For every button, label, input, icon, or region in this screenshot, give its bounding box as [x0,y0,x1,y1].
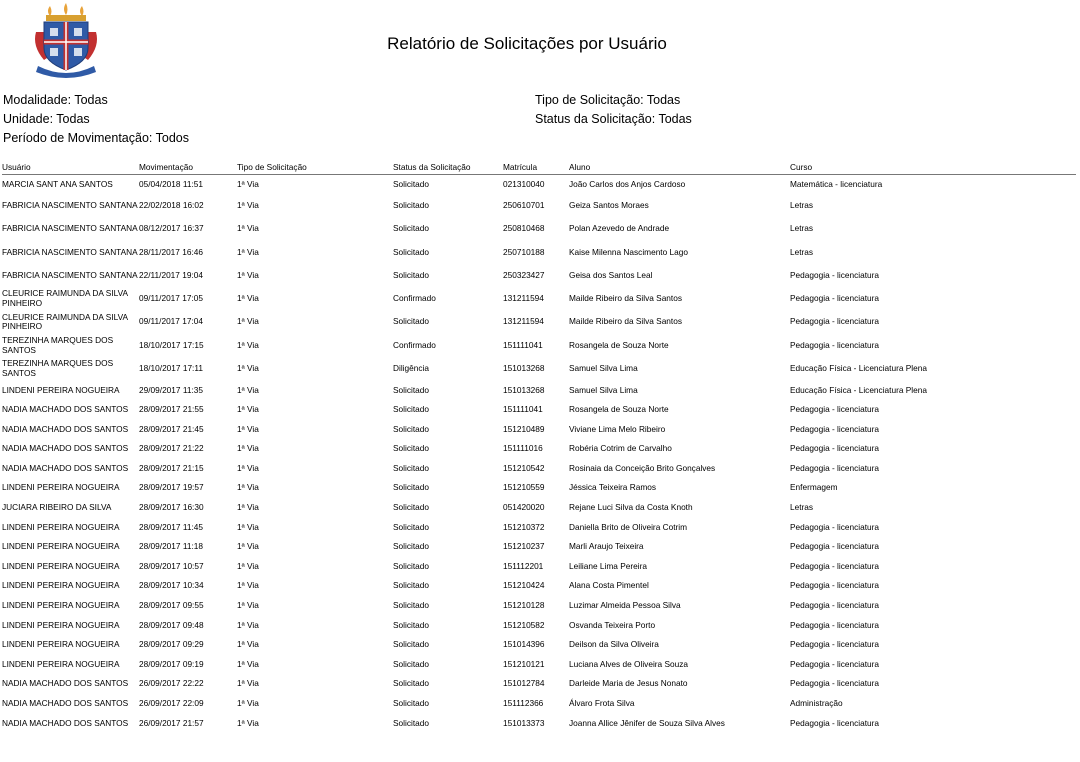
cell-movimentacao: 26/09/2017 22:09 [139,698,204,709]
table-row [2,264,1076,287]
cell-tipo: 1ª Via [237,717,259,728]
cell-matricula: 250710188 [503,246,545,257]
cell-tipo: 1ª Via [237,246,259,257]
cell-usuario: FABRICIA NASCIMENTO SANTANA [2,223,138,234]
cell-matricula: 051420020 [503,502,545,513]
filter-unidade: Unidade: Todas [3,112,90,126]
cell-tipo: 1ª Via [237,619,259,630]
cell-status: Solicitado [393,199,429,210]
cell-movimentacao: 28/09/2017 11:18 [139,541,203,552]
cell-matricula: 151210489 [503,423,545,434]
cell-status: Solicitado [393,717,429,728]
cell-matricula: 151111041 [503,404,543,415]
cell-tipo: 1ª Via [237,339,259,350]
cell-aluno: Samuel Silva Lima [569,384,638,395]
col-status: Status da Solicitação [393,162,503,175]
cell-movimentacao: 28/09/2017 21:55 [139,404,204,415]
cell-movimentacao: 28/09/2017 16:30 [139,502,204,513]
cell-tipo: 1ª Via [237,404,259,415]
cell-aluno: João Carlos dos Anjos Cardoso [569,178,686,189]
cell-aluno: Geiza Santos Moraes [569,199,649,210]
cell-usuario: FABRICIA NASCIMENTO SANTANA [2,246,138,257]
cell-curso: Letras [790,246,814,257]
cell-usuario: NADIA MACHADO DOS SANTOS [2,717,129,728]
cell-curso: Letras [790,199,814,210]
cell-curso: Pedagogia - licenciatura [790,580,880,591]
cell-curso: Pedagogia - licenciatura [790,316,880,327]
cell-curso: Pedagogia - licenciatura [790,462,880,473]
cell-status: Solicitado [393,178,429,189]
cell-tipo: 1ª Via [237,560,259,571]
cell-curso: Pedagogia - licenciatura [790,678,880,689]
cell-aluno: Kaise Milenna Nascimento Lago [569,246,688,257]
requests-table [2,162,1076,733]
cell-usuario: NADIA MACHADO DOS SANTOS [2,462,129,473]
cell-usuario: NADIA MACHADO DOS SANTOS [2,443,129,454]
cell-movimentacao: 18/10/2017 17:11 [139,363,203,374]
cell-curso: Pedagogia - licenciatura [790,600,880,611]
cell-matricula: 151112366 [503,698,544,709]
cell-tipo: 1ª Via [237,293,259,304]
cell-movimentacao: 26/09/2017 22:22 [139,678,204,689]
cell-status: Solicitado [393,698,429,709]
cell-curso: Educação Física - Licenciatura Plena [790,384,927,395]
cell-curso: Pedagogia - licenciatura [790,619,880,630]
cell-curso: Pedagogia - licenciatura [790,717,880,728]
cell-tipo: 1ª Via [237,423,259,434]
cell-movimentacao: 28/09/2017 21:22 [139,443,204,454]
cell-usuario: LINDENI PEREIRA NOGUEIRA [2,560,120,571]
cell-aluno: Marli Araujo Teixeira [569,541,644,552]
cell-aluno: Luciana Alves de Oliveira Souza [569,658,688,669]
cell-usuario: TEREZINHA MARQUES DOS SANTOS [2,358,114,378]
cell-usuario: LINDENI PEREIRA NOGUEIRA [2,384,120,395]
col-tipo: Tipo de Solicitação [237,162,393,175]
cell-usuario: LINDENI PEREIRA NOGUEIRA [2,521,120,532]
cell-aluno: Darleide Maria de Jesus Nonato [569,678,688,689]
cell-curso: Letras [790,223,814,234]
table-row [2,420,1076,440]
cell-tipo: 1ª Via [237,521,259,532]
cell-matricula: 151012784 [503,678,545,689]
cell-movimentacao: 28/09/2017 19:57 [139,482,204,493]
table-row [2,478,1076,498]
cell-curso: Letras [790,502,814,513]
cell-matricula: 151013268 [503,363,545,374]
cell-movimentacao: 09/11/2017 17:04 [139,316,203,327]
cell-status: Solicitado [393,521,429,532]
cell-usuario: NADIA MACHADO DOS SANTOS [2,698,129,709]
cell-tipo: 1ª Via [237,384,259,395]
cell-curso: Pedagogia - licenciatura [790,293,880,304]
cell-usuario: FABRICIA NASCIMENTO SANTANA [2,199,138,210]
cell-status: Solicitado [393,639,429,650]
cell-status: Solicitado [393,580,429,591]
table-row [2,287,1076,310]
cell-matricula: 151210542 [503,462,545,473]
table-row [2,635,1076,655]
cell-aluno: Robéria Cotrim de Carvalho [569,443,672,454]
cell-curso: Pedagogia - licenciatura [790,443,880,454]
cell-tipo: 1ª Via [237,178,259,189]
cell-curso: Pedagogia - licenciatura [790,560,880,571]
cell-usuario: MARCIA SANT ANA SANTOS [2,178,113,189]
filters-right [535,91,692,129]
cell-aluno: Rosangela de Souza Norte [569,339,669,350]
cell-curso: Pedagogia - licenciatura [790,541,880,552]
cell-usuario: FABRICIA NASCIMENTO SANTANA [2,269,138,280]
cell-curso: Matemática - licenciatura [790,178,883,189]
cell-matricula: 151013373 [503,717,545,728]
cell-aluno: Rosinaia da Conceição Brito Gonçalves [569,462,716,473]
table-row [2,380,1076,400]
cell-status: Solicitado [393,462,429,473]
cell-movimentacao: 28/09/2017 09:19 [139,658,204,669]
cell-tipo: 1ª Via [237,223,259,234]
table-row [2,498,1076,518]
cell-usuario: JUCIARA RIBEIRO DA SILVA [2,502,112,513]
cell-movimentacao: 29/09/2017 11:35 [139,384,203,395]
cell-matricula: 151210582 [503,619,545,630]
table-row [2,439,1076,459]
col-matricula: Matrícula [503,162,569,175]
cell-usuario: NADIA MACHADO DOS SANTOS [2,678,129,689]
cell-matricula: 151111041 [503,339,543,350]
cell-matricula: 151210237 [503,541,545,552]
cell-movimentacao: 28/09/2017 09:55 [139,600,204,611]
table-row [2,400,1076,420]
cell-movimentacao: 08/12/2017 16:37 [139,223,204,234]
table-row [2,557,1076,577]
cell-movimentacao: 05/04/2018 11:51 [139,178,203,189]
cell-usuario: NADIA MACHADO DOS SANTOS [2,404,129,415]
table-row [2,655,1076,675]
cell-aluno: Mailde Ribeiro da Silva Santos [569,316,682,327]
col-curso: Curso [790,162,1076,175]
cell-status: Solicitado [393,678,429,689]
cell-status: Solicitado [393,560,429,571]
table-row [2,334,1076,357]
cell-curso: Pedagogia - licenciatura [790,521,880,532]
cell-status: Diligência [393,363,429,374]
cell-matricula: 151013268 [503,384,545,395]
cell-movimentacao: 09/11/2017 17:05 [139,293,203,304]
cell-movimentacao: 28/09/2017 09:29 [139,639,204,650]
cell-status: Solicitado [393,223,429,234]
cell-aluno: Rejane Luci Silva da Costa Knoth [569,502,693,513]
cell-movimentacao: 26/09/2017 21:57 [139,717,204,728]
cell-usuario: TEREZINHA MARQUES DOS SANTOS [2,335,114,355]
cell-matricula: 151210372 [503,521,545,532]
cell-movimentacao: 22/11/2017 19:04 [139,269,203,280]
cell-usuario: LINDENI PEREIRA NOGUEIRA [2,639,120,650]
table-row [2,518,1076,538]
filters-left [3,91,189,148]
cell-tipo: 1ª Via [237,541,259,552]
cell-matricula: 151112201 [503,560,544,571]
cell-movimentacao: 28/09/2017 11:45 [139,521,203,532]
col-aluno: Aluno [569,162,790,175]
table-row [2,241,1076,264]
cell-aluno: Joanna Allice Jênifer de Souza Silva Alves [569,717,725,728]
cell-aluno: Leiliane Lima Pereira [569,560,647,571]
cell-aluno: Álvaro Frota Silva [569,698,635,709]
table-row [2,694,1076,714]
cell-curso: Administração [790,698,843,709]
table-row [2,311,1076,334]
cell-aluno: Polan Azevedo de Andrade [569,223,670,234]
cell-curso: Pedagogia - licenciatura [790,269,880,280]
cell-status: Solicitado [393,482,429,493]
table-row [2,674,1076,694]
cell-tipo: 1ª Via [237,698,259,709]
cell-aluno: Jéssica Teixeira Ramos [569,482,656,493]
cell-status: Confirmado [393,339,436,350]
cell-usuario: LINDENI PEREIRA NOGUEIRA [2,482,120,493]
cell-status: Solicitado [393,269,429,280]
filter-modalidade: Modalidade: Todas [3,93,108,107]
cell-usuario: LINDENI PEREIRA NOGUEIRA [2,580,120,591]
cell-aluno: Luzimar Almeida Pessoa Silva [569,600,681,611]
cell-usuario: CLEURICE RAIMUNDA DA SILVA PINHEIRO [2,311,128,332]
cell-curso: Pedagogia - licenciatura [790,423,880,434]
cell-matricula: 151111016 [503,443,543,454]
cell-usuario: LINDENI PEREIRA NOGUEIRA [2,658,120,669]
cell-tipo: 1ª Via [237,269,259,280]
col-usuario: Usuário [2,162,139,175]
cell-curso: Pedagogia - licenciatura [790,658,880,669]
cell-aluno: Samuel Silva Lima [569,363,638,374]
cell-status: Solicitado [393,246,429,257]
cell-matricula: 151210559 [503,482,545,493]
cell-status: Confirmado [393,293,436,304]
table-row [2,217,1076,240]
cell-tipo: 1ª Via [237,658,259,669]
cell-status: Solicitado [393,443,429,454]
cell-status: Solicitado [393,404,429,415]
cell-tipo: 1ª Via [237,316,259,327]
cell-aluno: Viviane Lima Melo Ribeiro [569,423,666,434]
cell-usuario: LINDENI PEREIRA NOGUEIRA [2,541,120,552]
filter-status: Status da Solicitação: Todas [535,112,692,126]
cell-aluno: Osvanda Teixeira Porto [569,619,656,630]
cell-aluno: Mailde Ribeiro da Silva Santos [569,293,682,304]
cell-usuario: LINDENI PEREIRA NOGUEIRA [2,619,120,630]
cell-matricula: 151210128 [503,600,545,611]
cell-tipo: 1ª Via [237,363,259,374]
cell-tipo: 1ª Via [237,678,259,689]
cell-matricula: 151014396 [503,639,545,650]
cell-matricula: 131211594 [503,316,544,327]
cell-tipo: 1ª Via [237,482,259,493]
cell-tipo: 1ª Via [237,502,259,513]
cell-movimentacao: 28/09/2017 09:48 [139,619,204,630]
table-row [2,596,1076,616]
cell-status: Solicitado [393,384,429,395]
cell-tipo: 1ª Via [237,199,259,210]
col-movimentacao: Movimentação [139,162,237,175]
cell-curso: Enfermagem [790,482,838,493]
cell-movimentacao: 28/09/2017 21:15 [139,462,204,473]
filter-tipo: Tipo de Solicitação: Todas [535,93,681,107]
cell-matricula: 021310040 [503,178,545,189]
cell-matricula: 250323427 [503,269,545,280]
cell-usuario: CLEURICE RAIMUNDA DA SILVA PINHEIRO [2,288,128,308]
table-row [2,714,1076,734]
cell-aluno: Geisa dos Santos Leal [569,269,653,280]
cell-movimentacao: 28/11/2017 16:46 [139,246,203,257]
cell-curso: Educação Física - Licenciatura Plena [790,363,927,374]
cell-movimentacao: 18/10/2017 17:15 [139,339,204,350]
cell-tipo: 1ª Via [237,443,259,454]
cell-movimentacao: 22/02/2018 16:02 [139,199,204,210]
cell-matricula: 151210121 [503,658,545,669]
cell-matricula: 250810468 [503,223,545,234]
table-row [2,175,1076,195]
cell-curso: Pedagogia - licenciatura [790,639,880,650]
cell-tipo: 1ª Via [237,462,259,473]
cell-status: Solicitado [393,423,429,434]
cell-movimentacao: 28/09/2017 21:45 [139,423,204,434]
cell-matricula: 151210424 [503,580,545,591]
cell-movimentacao: 28/09/2017 10:57 [139,560,204,571]
cell-movimentacao: 28/09/2017 10:34 [139,580,204,591]
table-row [2,616,1076,636]
cell-tipo: 1ª Via [237,580,259,591]
cell-status: Solicitado [393,600,429,611]
table-row [2,357,1076,380]
cell-status: Solicitado [393,502,429,513]
table-row [2,194,1076,217]
cell-aluno: Daniella Brito de Oliveira Cotrim [569,521,688,532]
table-row [2,537,1076,557]
cell-status: Solicitado [393,316,429,327]
filter-periodo: Período de Movimentação: Todos [3,131,189,145]
cell-status: Solicitado [393,619,429,630]
cell-tipo: 1ª Via [237,600,259,611]
cell-status: Solicitado [393,541,429,552]
cell-matricula: 250610701 [503,199,545,210]
table-row [2,459,1076,479]
cell-curso: Pedagogia - licenciatura [790,404,880,415]
cell-aluno: Rosangela de Souza Norte [569,404,669,415]
table-header-row [2,162,1076,175]
cell-aluno: Alana Costa Pimentel [569,580,649,591]
cell-aluno: Deilson da Silva Oliveira [569,639,659,650]
cell-usuario: LINDENI PEREIRA NOGUEIRA [2,600,120,611]
cell-matricula: 131211594 [503,293,544,304]
table-row [2,576,1076,596]
report-title: Relatório de Solicitações por Usuário [387,34,667,53]
cell-status: Solicitado [393,658,429,669]
cell-usuario: NADIA MACHADO DOS SANTOS [2,423,129,434]
cell-tipo: 1ª Via [237,639,259,650]
cell-curso: Pedagogia - licenciatura [790,339,880,350]
